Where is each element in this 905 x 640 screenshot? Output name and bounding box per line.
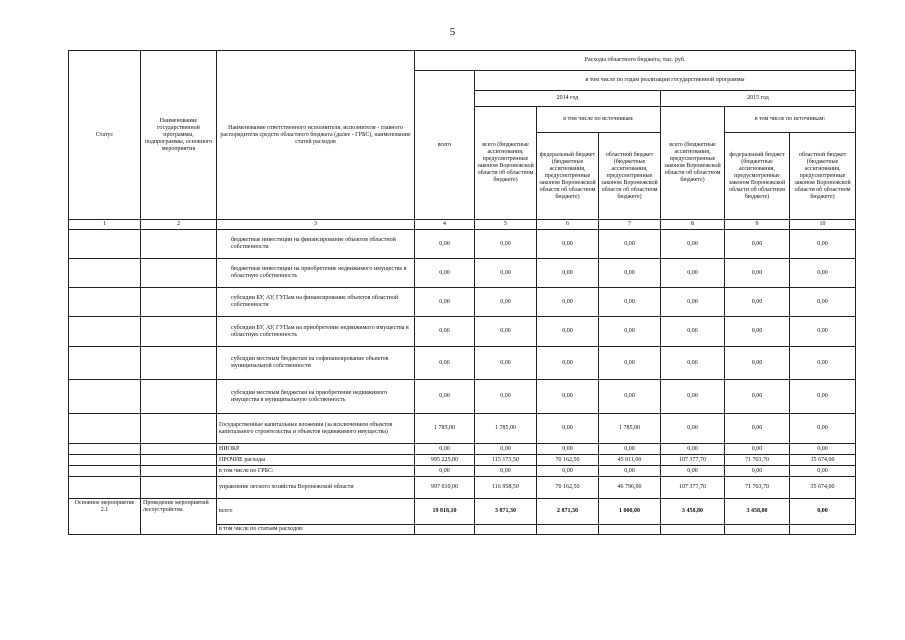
value-cell — [415, 525, 475, 535]
expense-table — [68, 50, 856, 535]
value-cell: 0,00 — [537, 259, 599, 288]
name-cell — [141, 230, 217, 259]
header-2014-regional: областной бюджет (бюджетные ассигнования, предусмотренные законом Воронежской области об областном бюджете) — [599, 133, 661, 220]
value-cell: 0,00 — [475, 288, 537, 317]
value-cell — [790, 525, 856, 535]
name-cell — [141, 347, 217, 380]
value-cell — [475, 525, 537, 535]
header-year-2015: 2015 год — [661, 91, 856, 107]
value-cell: 107 377,70 — [661, 455, 725, 466]
page-number: 5 — [449, 26, 456, 38]
name-cell — [141, 259, 217, 288]
value-cell: 997 010,00 — [415, 477, 475, 499]
status-cell — [69, 230, 141, 259]
value-cell: 115 173,50 — [475, 455, 537, 466]
row-label: субсидии местным бюджетам на софинансирование объектов муниципальной собственности — [217, 347, 415, 380]
value-cell: 0,00 — [725, 230, 790, 259]
value-cell: 0,00 — [599, 347, 661, 380]
name-cell — [141, 414, 217, 444]
column-number: 1 — [69, 220, 141, 230]
column-number: 4 — [415, 220, 475, 230]
row-label: субсидии БУ, АУ, ГУПам на финансирование объектов областной собственности — [217, 288, 415, 317]
table-body — [69, 230, 856, 535]
status-cell — [69, 477, 141, 499]
value-cell: 995 225,00 — [415, 455, 475, 466]
value-cell: 0,00 — [725, 466, 790, 477]
status-cell — [69, 414, 141, 444]
table-row — [69, 414, 856, 444]
value-cell: 0,00 — [725, 414, 790, 444]
row-label: в том числе по ГРБС: — [217, 466, 415, 477]
value-cell: 0,00 — [415, 347, 475, 380]
name-cell — [141, 444, 217, 455]
value-cell: 0,00 — [599, 230, 661, 259]
value-cell — [537, 525, 599, 535]
value-cell: 0,00 — [415, 466, 475, 477]
value-cell: 45 011,00 — [599, 455, 661, 466]
header-2015-federal: федеральный бюджет (бюджетные ассигнования, предусмотренные законом Воронежской области об областном бюджете) — [725, 133, 790, 220]
value-cell: 0,00 — [537, 444, 599, 455]
value-cell: 0,00 — [725, 288, 790, 317]
value-cell: 35 674,00 — [790, 455, 856, 466]
header-by-years: в том числе по годам реализации государственной программы — [475, 71, 856, 91]
value-cell: 0,00 — [537, 230, 599, 259]
value-cell: 1 785,00 — [415, 414, 475, 444]
row-label: ПРОЧИЕ расходы — [217, 455, 415, 466]
status-cell — [69, 444, 141, 455]
value-cell: 19 818,10 — [415, 499, 475, 525]
name-cell — [141, 317, 217, 347]
header-2014-federal: федеральный бюджет (бюджетные ассигнования, предусмотренные законом Воронежской области об областном бюджете) — [537, 133, 599, 220]
value-cell: 0,00 — [599, 444, 661, 455]
name-cell — [141, 288, 217, 317]
header-expenses: Расходы областного бюджета, тыс. руб. — [415, 51, 856, 71]
name-cell — [141, 466, 217, 477]
measure-total-row — [69, 499, 856, 525]
value-cell: 116 958,50 — [475, 477, 537, 499]
value-cell: 0,00 — [725, 347, 790, 380]
table-row — [69, 477, 856, 499]
value-cell: 0,00 — [475, 317, 537, 347]
row-label: НИОКР — [217, 444, 415, 455]
value-cell: 0,00 — [661, 317, 725, 347]
status-cell — [69, 347, 141, 380]
value-cell: 0,00 — [599, 259, 661, 288]
value-cell: 0,00 — [790, 347, 856, 380]
value-cell: 0,00 — [790, 380, 856, 414]
header-2014-total: всего (бюджетные ассигнования, предусмотренные законом Воронежской области об областном бюджете) — [475, 107, 537, 220]
header-program-name: Наименование государственной программы, подпрограммы, основного мероприятия — [141, 51, 217, 220]
value-cell: 0,00 — [790, 230, 856, 259]
value-cell: 0,00 — [661, 288, 725, 317]
value-cell: 0,00 — [790, 444, 856, 455]
name-cell — [141, 380, 217, 414]
value-cell: 0,00 — [725, 317, 790, 347]
table-row — [69, 288, 856, 317]
header-responsible: Наименование ответственного исполнителя, исполнителя - главного распорядителя средств областного бюджета (далее - ГРБС), наименование статей расходов — [217, 51, 415, 220]
column-number: 2 — [141, 220, 217, 230]
value-cell: 0,00 — [661, 259, 725, 288]
table-row — [69, 455, 856, 466]
value-cell: 0,00 — [661, 347, 725, 380]
value-cell: 46 796,00 — [599, 477, 661, 499]
name-cell — [141, 455, 217, 466]
value-cell: 0,00 — [599, 317, 661, 347]
column-number: 10 — [790, 220, 856, 230]
value-cell: 0,00 — [537, 347, 599, 380]
column-number: 8 — [661, 220, 725, 230]
column-number: 5 — [475, 220, 537, 230]
table-header — [69, 51, 856, 230]
header-status: Статус — [69, 51, 141, 220]
value-cell: 1 785,00 — [599, 414, 661, 444]
value-cell: 0,00 — [475, 347, 537, 380]
status-cell — [69, 455, 141, 466]
column-numbers-row — [69, 220, 856, 230]
value-cell: 107 377,70 — [661, 477, 725, 499]
table-row — [69, 380, 856, 414]
value-cell: 0,00 — [415, 317, 475, 347]
table-row — [69, 230, 856, 259]
value-cell: 0,00 — [475, 259, 537, 288]
value-cell: 3 871,30 — [475, 499, 537, 525]
value-cell: 0,00 — [475, 380, 537, 414]
value-cell: 35 674,00 — [790, 477, 856, 499]
value-cell: 0,00 — [599, 288, 661, 317]
measure-status: Основное мероприятие 2.1 — [69, 499, 141, 535]
column-number: 6 — [537, 220, 599, 230]
value-cell: 0,00 — [415, 444, 475, 455]
value-cell: 1 000,00 — [599, 499, 661, 525]
row-label: бюджетные инвестиции на финансирование объектов областной собственности — [217, 230, 415, 259]
value-cell: 0,00 — [661, 466, 725, 477]
value-cell: 0,00 — [537, 288, 599, 317]
status-cell — [69, 380, 141, 414]
header-2015-regional: областной бюджет (бюджетные ассигнования, предусмотренные законом Воронежской области об областном бюджете) — [790, 133, 856, 220]
header-all: всего — [415, 71, 475, 220]
value-cell: 0,00 — [790, 499, 856, 525]
value-cell: 0,00 — [661, 230, 725, 259]
table-row — [69, 317, 856, 347]
value-cell: 70 162,50 — [537, 455, 599, 466]
value-cell: 3 458,80 — [725, 499, 790, 525]
value-cell: 1 785,00 — [475, 414, 537, 444]
table-row — [69, 259, 856, 288]
table-row — [69, 466, 856, 477]
value-cell: 0,00 — [790, 317, 856, 347]
value-cell: 0,00 — [415, 288, 475, 317]
row-label: бюджетные инвестиции на приобретение недвижимого имущества в областную собственность — [217, 259, 415, 288]
value-cell: 0,00 — [790, 414, 856, 444]
column-number: 3 — [217, 220, 415, 230]
value-cell: 0,00 — [790, 259, 856, 288]
measure-total-label: всего — [217, 499, 415, 525]
value-cell: 3 458,80 — [661, 499, 725, 525]
value-cell: 0,00 — [599, 466, 661, 477]
value-cell: 0,00 — [661, 414, 725, 444]
status-cell — [69, 288, 141, 317]
name-cell — [141, 477, 217, 499]
value-cell: 0,00 — [599, 380, 661, 414]
value-cell — [725, 525, 790, 535]
column-number: 9 — [725, 220, 790, 230]
value-cell: 0,00 — [725, 444, 790, 455]
value-cell — [599, 525, 661, 535]
value-cell: 0,00 — [537, 466, 599, 477]
value-cell: 71 703,70 — [725, 477, 790, 499]
value-cell: 0,00 — [415, 380, 475, 414]
value-cell: 0,00 — [537, 380, 599, 414]
value-cell: 0,00 — [475, 230, 537, 259]
value-cell: 0,00 — [415, 259, 475, 288]
value-cell: 0,00 — [537, 317, 599, 347]
value-cell: 70 162,50 — [537, 477, 599, 499]
row-label: субсидии местным бюджетам на приобретение недвижимого имущества в муниципальную собственность — [217, 380, 415, 414]
value-cell: 0,00 — [415, 230, 475, 259]
value-cell: 0,00 — [725, 259, 790, 288]
value-cell — [661, 525, 725, 535]
row-label: управление лесного хозяйства Воронежской области — [217, 477, 415, 499]
measure-name: Проведение мероприятий лесоустройства — [141, 499, 217, 535]
value-cell: 0,00 — [790, 466, 856, 477]
header-2014-by-sources: в том числе по источникам: — [537, 107, 661, 133]
value-cell: 0,00 — [725, 380, 790, 414]
table-row — [69, 444, 856, 455]
value-cell: 0,00 — [790, 288, 856, 317]
status-cell — [69, 259, 141, 288]
column-number: 7 — [599, 220, 661, 230]
table-row — [69, 347, 856, 380]
measure-sub-label: в том числе по статьям расходов: — [217, 525, 415, 535]
value-cell: 0,00 — [475, 444, 537, 455]
row-label: Государственные капитальные вложения (за исключением объектов капитального строительства и объектов недвижимого имущества) — [217, 414, 415, 444]
value-cell: 71 703,70 — [725, 455, 790, 466]
value-cell: 0,00 — [661, 444, 725, 455]
value-cell: 0,00 — [475, 466, 537, 477]
value-cell: 0,00 — [661, 380, 725, 414]
value-cell: 2 871,30 — [537, 499, 599, 525]
header-2015-by-sources: в том числе по источникам: — [725, 107, 856, 133]
status-cell — [69, 317, 141, 347]
header-year-2014: 2014 год — [475, 91, 661, 107]
value-cell: 0,00 — [537, 414, 599, 444]
row-label: субсидии БУ, АУ, ГУПам на приобретение недвижимого имущества в областную собственность — [217, 317, 415, 347]
status-cell — [69, 466, 141, 477]
header-2015-total: всего (бюджетные ассигнования, предусмотренные законом Воронежской области об областном бюджете) — [661, 107, 725, 220]
